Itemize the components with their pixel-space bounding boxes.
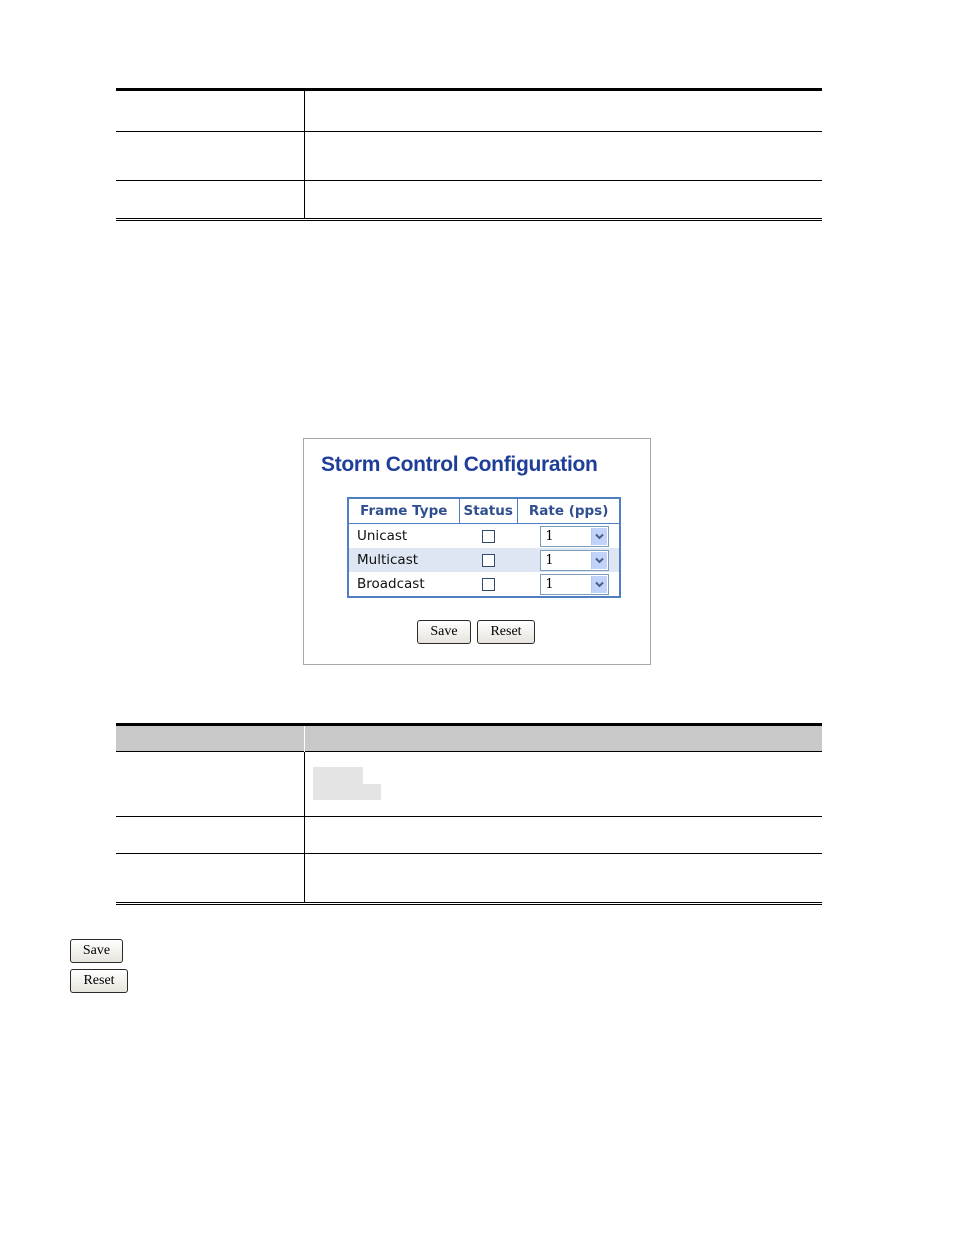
save-button-image: Save	[70, 939, 123, 963]
chevron-down-icon[interactable]	[591, 552, 607, 569]
status-cell	[459, 548, 517, 572]
table-row	[116, 817, 822, 854]
rate-cell	[517, 572, 620, 597]
frame-type-broadcast: Broadcast	[348, 572, 459, 597]
table-row	[348, 548, 620, 572]
table-header-row	[116, 725, 822, 752]
unicast-rate-select[interactable]	[540, 526, 609, 547]
broadcast-rate-select[interactable]	[540, 574, 609, 595]
unicast-status-checkbox[interactable]	[482, 530, 495, 543]
select-value: 1	[545, 552, 554, 568]
table-row	[116, 752, 822, 817]
table-cell	[116, 132, 305, 181]
header-rate: Rate (pps)	[517, 498, 620, 524]
table-row	[116, 90, 822, 132]
frame-type-multicast: Multicast	[348, 548, 459, 572]
parameter-table-bottom	[116, 723, 822, 905]
select-value: 1	[545, 528, 554, 544]
table-cell	[305, 90, 823, 132]
rate-cell	[517, 548, 620, 572]
frame-type-unicast: Unicast	[348, 524, 459, 549]
multicast-status-checkbox[interactable]	[482, 554, 495, 567]
table-cell	[305, 181, 823, 220]
table-row	[116, 132, 822, 181]
table-row	[116, 181, 822, 220]
table-cell	[116, 752, 305, 817]
rate-cell	[517, 524, 620, 549]
table-row	[116, 854, 822, 904]
save-button[interactable]: Save	[417, 620, 471, 644]
table-row	[348, 524, 620, 549]
chevron-down-icon[interactable]	[591, 528, 607, 545]
table-cell	[116, 90, 305, 132]
table-row	[348, 572, 620, 597]
storm-control-table	[347, 497, 621, 598]
highlight-block	[313, 767, 363, 784]
highlight-block	[313, 784, 381, 800]
page-title: Storm Control Configuration	[321, 453, 598, 476]
table-cell	[305, 817, 823, 854]
table-cell	[305, 854, 823, 904]
chevron-down-icon[interactable]	[591, 576, 607, 593]
header-frame-type: Frame Type	[348, 498, 459, 524]
table-cell	[116, 817, 305, 854]
table-header-row	[348, 498, 620, 524]
broadcast-status-checkbox[interactable]	[482, 578, 495, 591]
table-cell	[116, 181, 305, 220]
status-cell	[459, 524, 517, 549]
table-header-cell	[116, 725, 305, 752]
table-cell	[305, 752, 823, 817]
header-status: Status	[459, 498, 517, 524]
reset-button-image: Reset	[70, 969, 128, 993]
storm-control-panel	[303, 438, 651, 665]
table-cell	[305, 132, 823, 181]
table-header-cell	[305, 725, 823, 752]
parameter-table-top	[116, 88, 822, 221]
table-cell	[116, 854, 305, 904]
select-value: 1	[545, 576, 554, 592]
status-cell	[459, 572, 517, 597]
multicast-rate-select[interactable]	[540, 550, 609, 571]
reset-button[interactable]: Reset	[477, 620, 535, 644]
